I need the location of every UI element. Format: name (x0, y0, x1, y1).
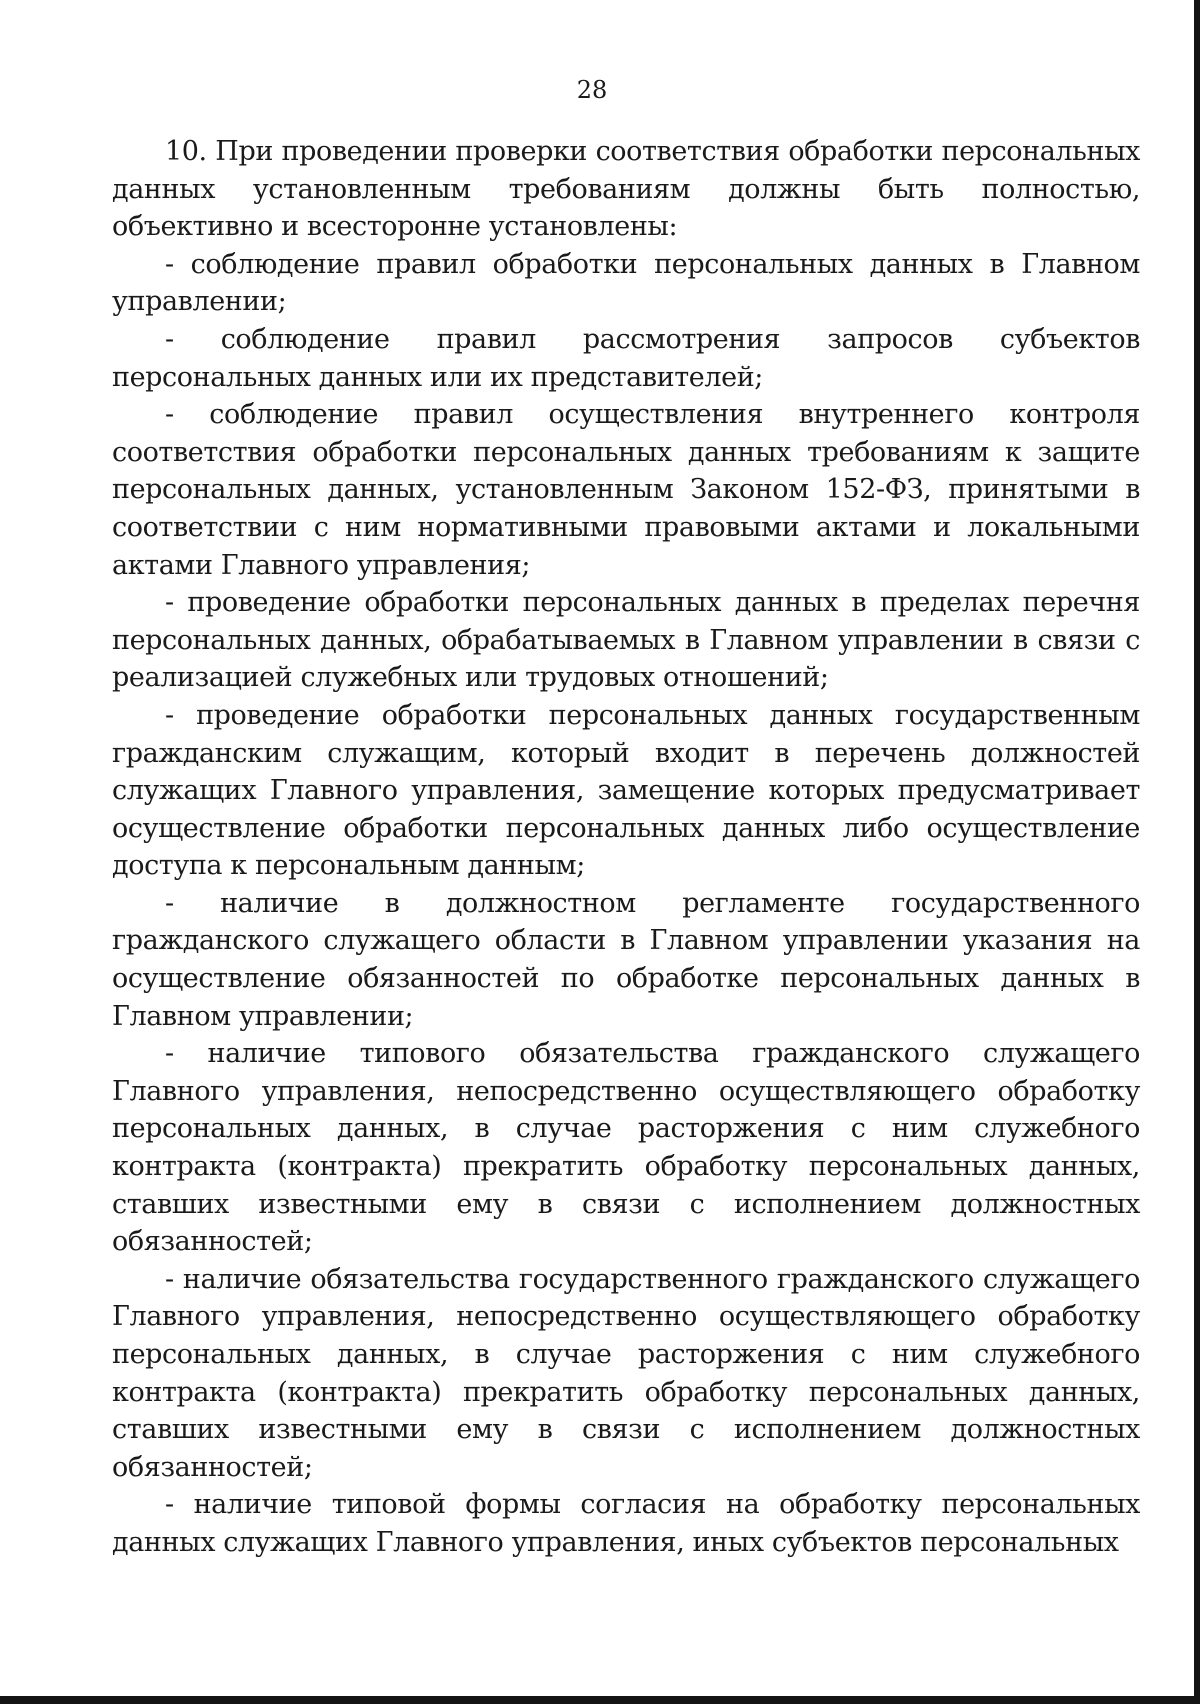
list-item-rules-processing: - соблюдение правил обработки персональных данных в Главном управлении; (112, 248, 1140, 318)
list-item-typical-obligation: - наличие типового обязательства гражданского служащего Главного управления, непосредственно осуществляющего обработку персональных данных, в случае расторжения с ним служебного контракта (контракта) прекратить обработку персональных данных, ставших известными ему в связи с исполнением должностных обязанностей; (112, 1038, 1140, 1258)
document-body (112, 133, 1140, 1562)
page-number: 28 (576, 76, 608, 104)
scan-edge-right (1194, 0, 1200, 1704)
list-item-processing-within-list: - проведение обработки персональных данных в пределах перечня персональных данных, обрабатываемых в Главном управлении в связи с реализацией служебных или трудовых отношений; (112, 587, 1140, 694)
list-item-processing-by-servant: - проведение обработки персональных данных государственным гражданским служащим, который входит в перечень должностей служащих Главного управления, замещение которых предусматривает осуществление обработки персональных данных либо осуществление доступа к персональным данным; (112, 699, 1140, 882)
list-item-job-regulation: - наличие в должностном регламенте государственного гражданского служащего области в Главном управлении указания на осуществление обязанностей по обработке персональных данных в Главном управлении; (112, 887, 1140, 1032)
list-item-rules-requests: - соблюдение правил рассмотрения запросов субъектов персональных данных или их представителей; (112, 323, 1140, 393)
list-item-rules-internal-control: - соблюдение правил осуществления внутреннего контроля соответствия обработки персональных данных требованиям к защите персональных данных, установленным Законом 152-ФЗ, принятыми в соответствии с ним нормативными правовыми актами и локальными актами Главного управления; (112, 399, 1140, 581)
scan-edge-bottom (0, 1696, 1200, 1704)
list-item-servant-obligation: - наличие обязательства государственного гражданского служащего Главного управления, непосредственно осуществляющего обработку персональных данных, в случае расторжения с ним служебного контракта (контракта) прекратить обработку персональных данных, ставших известными ему в связи с исполнением должностных обязанностей; (112, 1263, 1140, 1483)
paragraph-item-10-intro: 10. При проведении проверки соответствия обработки персональных данных установленным требованиям должны быть полностью, объективно и всесторонне установлены: (112, 136, 1140, 243)
list-item-consent-form: - наличие типовой формы согласия на обработку персональных данных служащих Главного управления, иных субъектов персональных (112, 1489, 1140, 1558)
